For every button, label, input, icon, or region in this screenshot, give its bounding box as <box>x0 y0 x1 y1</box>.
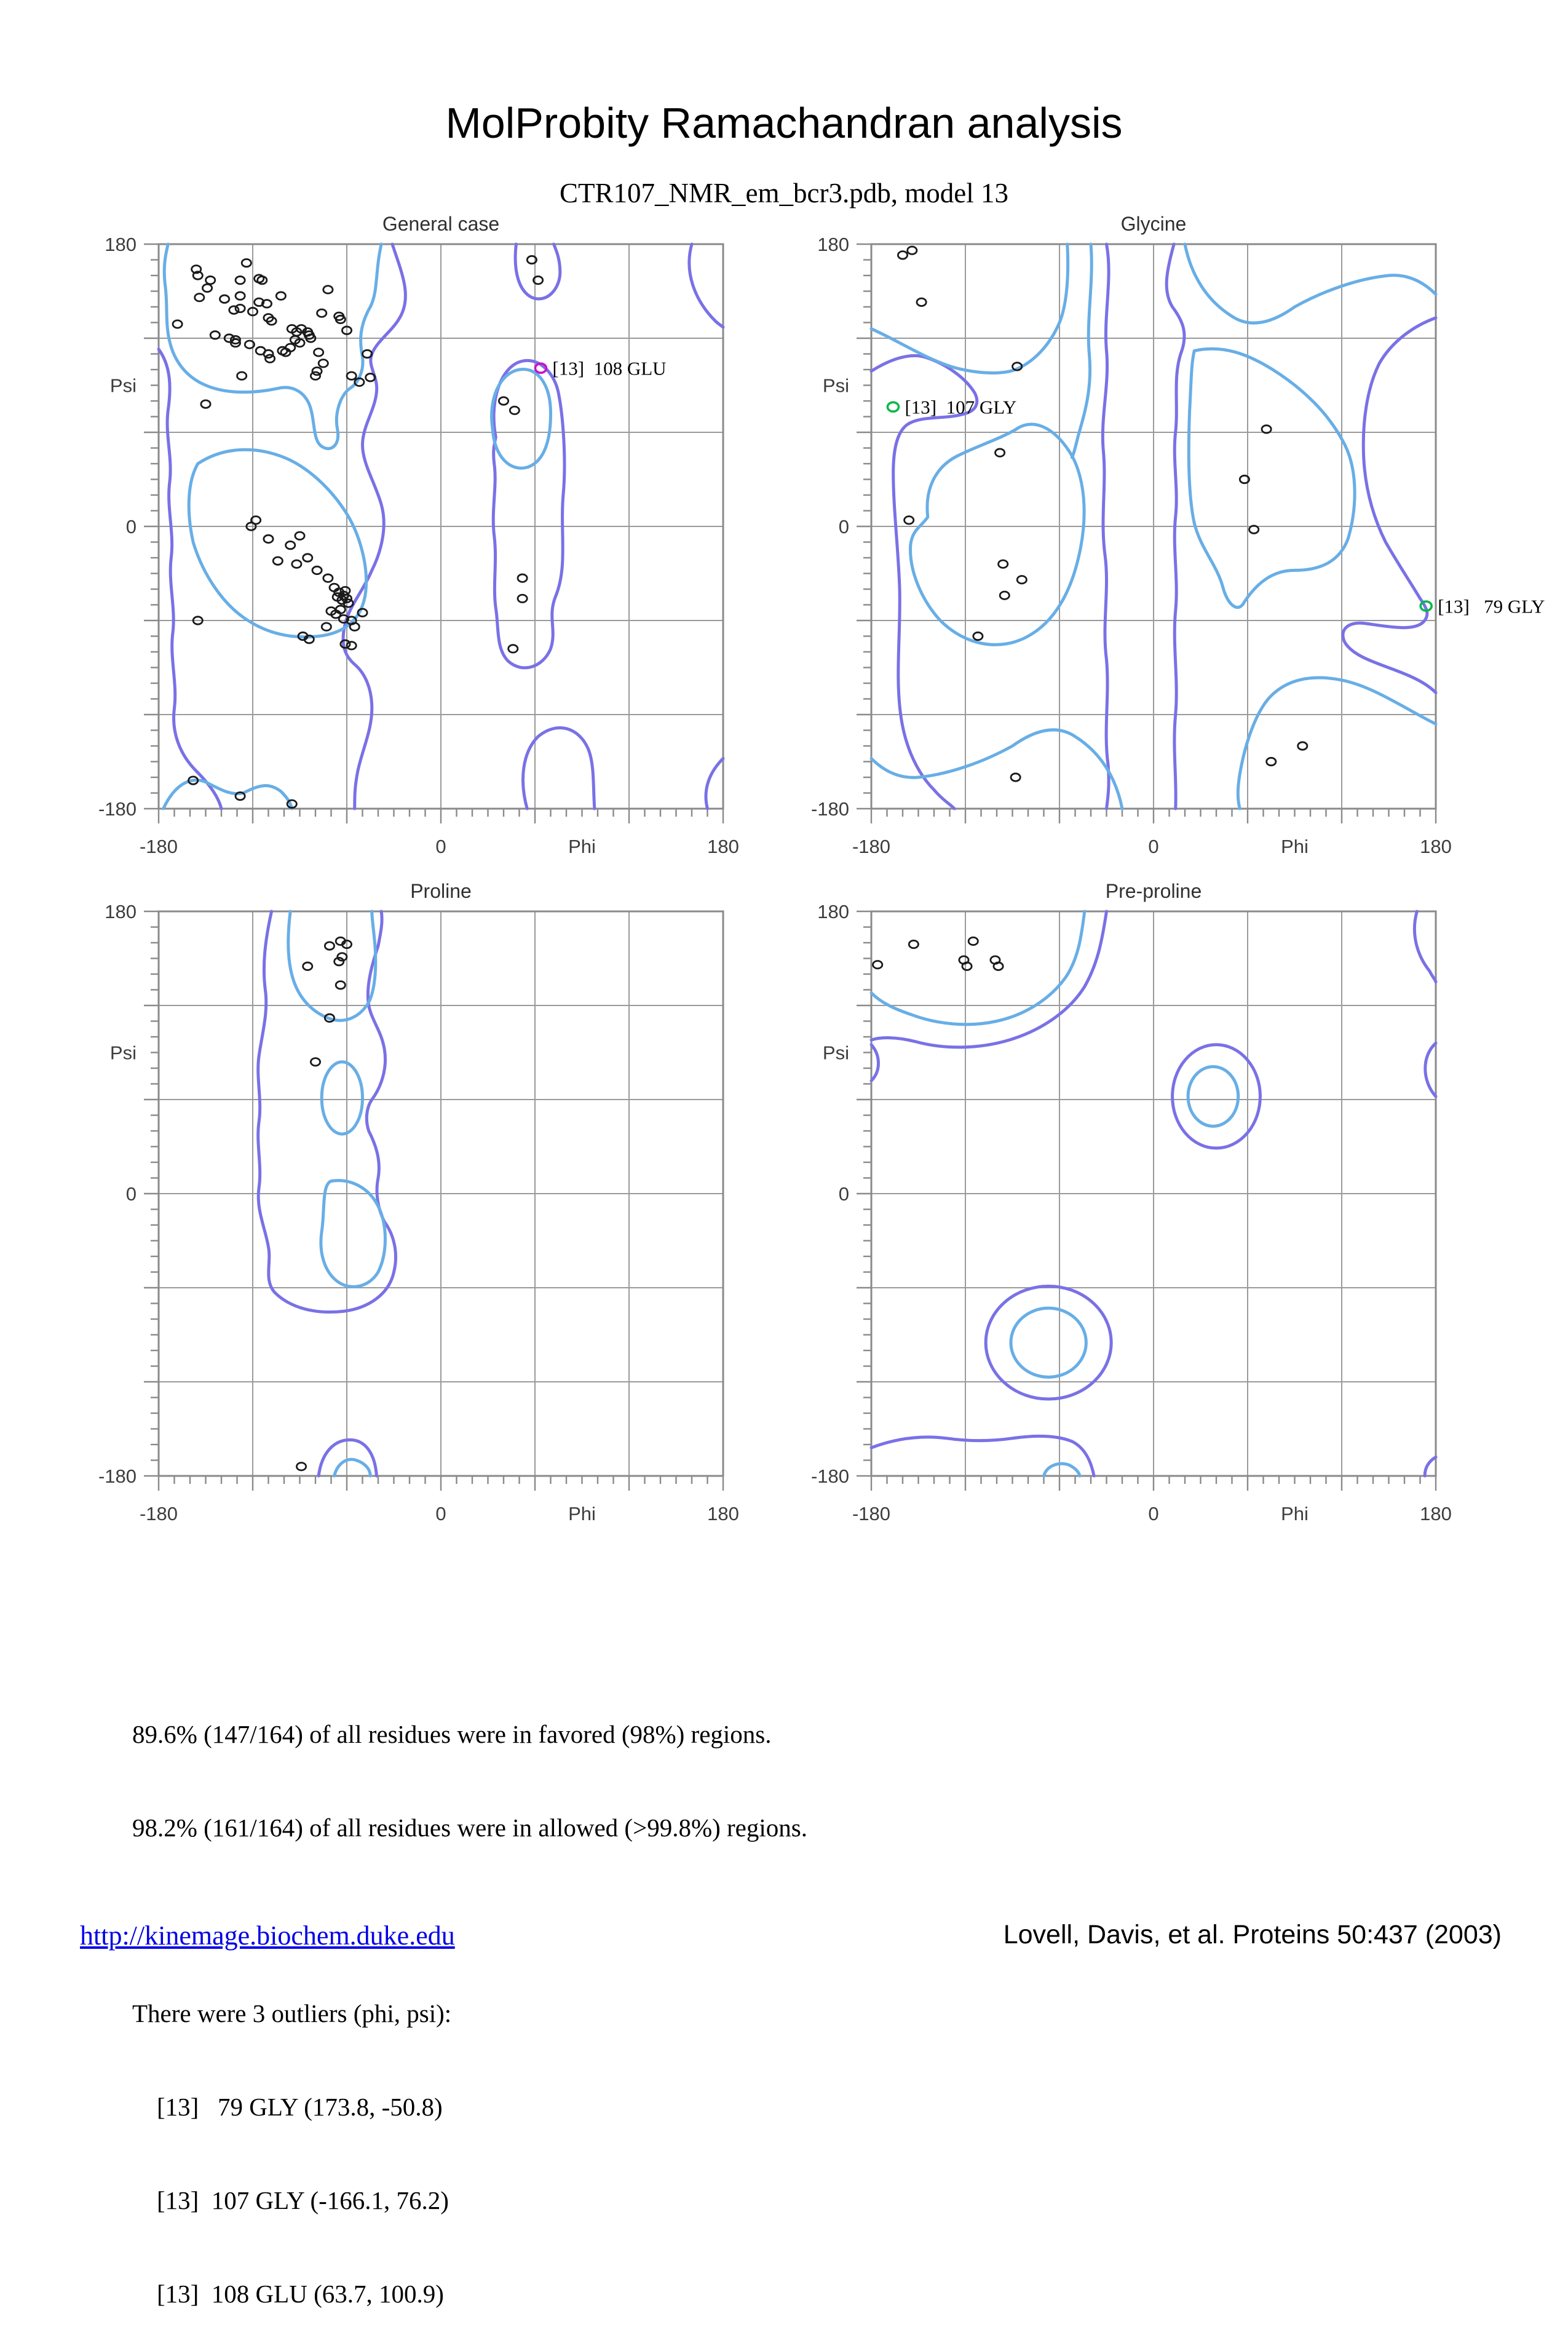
contour-allowed <box>159 349 221 809</box>
contour-favored <box>1189 349 1355 607</box>
outlier-entry: [13] 79 GLY (173.8, -50.8) <box>157 2093 443 2121</box>
data-point <box>206 276 215 283</box>
outlier-entry: [13] 108 GLU (63.7, 100.9) <box>157 2280 444 2308</box>
data-point <box>336 981 345 989</box>
contour-allowed <box>1414 911 1436 982</box>
outliers-header: There were 3 outliers (phi, psi): <box>132 1999 452 2028</box>
plot-title: Pre-proline <box>1105 880 1202 902</box>
data-point <box>303 554 312 561</box>
y-axis-title: Psi <box>822 1042 849 1064</box>
contour-favored-ring <box>1188 1066 1238 1126</box>
data-point <box>236 304 245 312</box>
kinemage-link[interactable]: http://kinemage.biochem.duke.edu <box>80 1921 455 1951</box>
data-point <box>292 560 301 568</box>
data-point <box>265 355 274 362</box>
x-axis-tick-label: -180 <box>139 1503 178 1524</box>
y-axis-tick-label: 180 <box>105 234 137 255</box>
data-point <box>311 372 320 379</box>
y-axis-tick-label: -180 <box>98 798 137 820</box>
plot-canvas-proline <box>92 876 861 1565</box>
contour-allowed <box>493 360 564 668</box>
data-point <box>1267 758 1276 765</box>
contour-favored <box>189 450 366 637</box>
x-axis-tick-label: 180 <box>1420 1503 1452 1524</box>
y-axis-title: Psi <box>822 375 849 397</box>
x-axis-tick-label: -180 <box>852 836 891 857</box>
contour-favored <box>1044 1464 1080 1476</box>
y-axis-title: Psi <box>109 1042 137 1064</box>
y-axis-tick-label: 180 <box>817 234 849 255</box>
data-point <box>973 632 983 640</box>
contour-favored <box>871 244 1068 373</box>
contour-allowed <box>871 355 977 809</box>
plot-general-case <box>92 209 861 898</box>
data-point <box>311 1058 320 1066</box>
data-point <box>303 962 312 970</box>
contour-favored <box>164 244 381 448</box>
x-axis-tick-label: 0 <box>435 836 446 857</box>
x-axis-tick-label: -180 <box>139 836 178 857</box>
statistics-block <box>132 1660 807 2343</box>
contour-allowed <box>515 244 560 299</box>
x-axis-title: Phi <box>1281 836 1309 857</box>
x-axis-tick-label: 0 <box>435 1503 446 1524</box>
data-point <box>499 397 508 405</box>
outlier-marker <box>887 402 898 411</box>
data-point <box>258 276 267 283</box>
contour-allowed <box>689 244 723 327</box>
data-point <box>317 309 327 317</box>
y-axis-tick-label: -180 <box>98 1465 137 1487</box>
y-axis-tick-label: 0 <box>838 1183 849 1205</box>
data-point <box>242 259 251 266</box>
x-axis-title: Phi <box>568 1503 596 1524</box>
page-subtitle: CTR107_NMR_em_bcr3.pdb, model 13 <box>560 178 1008 208</box>
contour-allowed <box>706 758 723 809</box>
plot-title: Glycine <box>1120 213 1187 235</box>
plot-proline <box>92 876 861 1565</box>
contour-favored <box>1238 678 1436 809</box>
data-point <box>229 306 239 314</box>
data-point <box>518 574 527 582</box>
data-point <box>968 937 978 945</box>
data-point <box>195 294 204 301</box>
outlier-label: [13] 108 GLU <box>552 357 667 379</box>
plot-title: Proline <box>410 880 472 902</box>
allowed-stat-line: 98.2% (161/164) of all residues were in allowed (>99.8%) regions. <box>132 1814 807 1842</box>
y-axis-tick-label: 0 <box>125 516 137 537</box>
data-point <box>236 292 245 299</box>
data-point <box>237 372 247 379</box>
plot-glycine <box>805 209 1568 898</box>
data-point <box>173 320 182 328</box>
data-point <box>296 1463 306 1470</box>
data-point <box>220 295 229 303</box>
data-point <box>1298 742 1307 750</box>
contour-allowed <box>1425 1457 1436 1476</box>
data-point <box>314 349 323 356</box>
data-point <box>319 360 328 367</box>
data-point <box>1011 774 1020 781</box>
data-point <box>999 560 1008 568</box>
contour-allowed-ring <box>1173 1045 1261 1148</box>
data-point <box>996 449 1005 456</box>
data-point <box>295 532 304 539</box>
contour-favored <box>871 911 1085 1025</box>
contour-allowed <box>1425 1043 1436 1096</box>
data-point <box>322 623 331 630</box>
contour-allowed <box>1343 318 1436 692</box>
x-axis-tick-label: 180 <box>1420 836 1452 857</box>
contour-allowed <box>523 728 595 809</box>
x-axis-title: Phi <box>568 836 596 857</box>
data-point <box>905 517 914 524</box>
y-axis-tick-label: -180 <box>810 798 849 820</box>
plot-title: General case <box>382 213 500 235</box>
data-point <box>202 284 212 291</box>
x-axis-title: Phi <box>1281 1503 1309 1524</box>
x-axis-tick-label: -180 <box>852 1503 891 1524</box>
y-axis-tick-label: -180 <box>810 1465 849 1487</box>
data-point <box>908 247 917 254</box>
y-axis-tick-label: 180 <box>817 901 849 922</box>
x-axis-tick-label: 0 <box>1148 836 1159 857</box>
data-point <box>236 276 245 283</box>
data-point <box>509 645 518 652</box>
data-point <box>341 587 350 594</box>
contour-favored-ring <box>322 1062 362 1134</box>
citation-text: Lovell, Davis, et al. Proteins 50:437 (2003) <box>1003 1920 1502 1949</box>
outlier-label: [13] 79 GLY <box>1438 595 1545 617</box>
contour-allowed <box>871 1436 1094 1476</box>
data-point <box>917 298 926 306</box>
data-point <box>1000 592 1009 599</box>
data-point <box>325 942 334 949</box>
contour-favored-ring <box>1011 1308 1086 1377</box>
contour-favored <box>492 369 551 468</box>
y-axis-tick-label: 0 <box>838 516 849 537</box>
contour-allowed <box>871 911 1107 1047</box>
x-axis-tick-label: 180 <box>707 836 739 857</box>
data-point <box>898 252 907 259</box>
data-point <box>276 292 285 299</box>
data-point <box>264 535 273 542</box>
data-point <box>1017 576 1026 584</box>
data-point <box>201 400 210 408</box>
y-axis-title: Psi <box>109 375 137 397</box>
data-point <box>273 557 282 565</box>
y-axis-tick-label: 0 <box>125 1183 137 1205</box>
contour-favored <box>164 780 292 809</box>
y-axis-tick-label: 180 <box>105 901 137 922</box>
plot-canvas-pre-proline <box>805 876 1568 1565</box>
data-point <box>323 286 333 293</box>
favored-stat-line: 89.6% (147/164) of all residues were in favored (98%) regions. <box>132 1720 772 1748</box>
data-point <box>312 566 322 574</box>
data-point <box>510 406 519 414</box>
data-point <box>347 642 356 649</box>
contour-favored <box>288 911 376 1020</box>
contour-favored <box>1185 244 1436 323</box>
contour-allowed <box>871 1045 878 1081</box>
plot-canvas-general-case <box>92 209 861 898</box>
data-point <box>909 940 918 948</box>
contour-favored <box>911 424 1085 644</box>
page-title: MolProbity Ramachandran analysis <box>445 99 1123 147</box>
contour-favored <box>335 1459 371 1476</box>
data-point <box>323 574 333 582</box>
outlier-label: [13] 107 GLY <box>905 396 1017 418</box>
outlier-entry: [13] 107 GLY (-166.1, 76.2) <box>157 2186 449 2214</box>
contour-favored <box>871 730 1122 809</box>
plot-canvas-glycine <box>805 209 1568 898</box>
data-point <box>518 595 527 602</box>
data-point <box>286 541 295 549</box>
contour-favored <box>321 1181 386 1287</box>
x-axis-tick-label: 0 <box>1148 1503 1159 1524</box>
data-point <box>347 372 356 379</box>
data-point <box>873 961 882 969</box>
contour-favored <box>1072 244 1091 458</box>
x-axis-tick-label: 180 <box>707 1503 739 1524</box>
plot-pre-proline <box>805 876 1568 1565</box>
